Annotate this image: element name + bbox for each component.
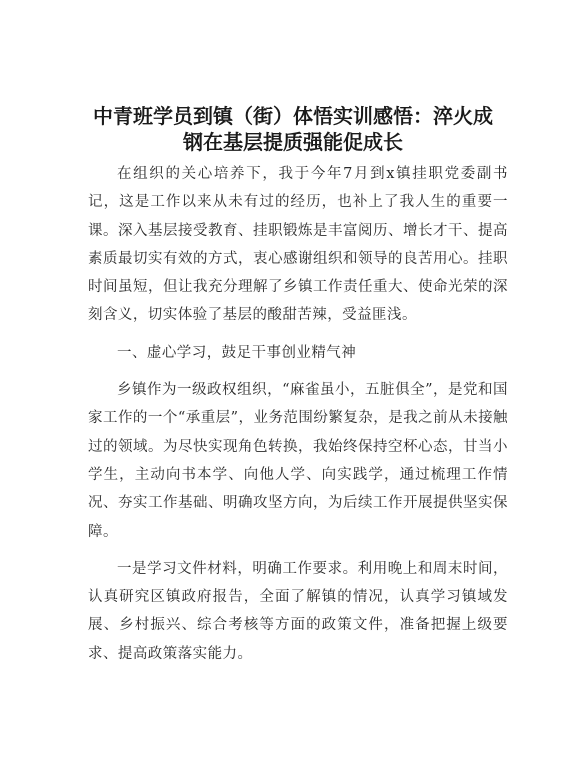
paragraph-section-1: 乡镇作为一级政权组织，“麻雀虽小，五脏俱全”，是党和国家工作的一个“承重层”，业务范围纷繁复杂，是我之前从未接触过的领域。为尽快实现角色转换，我始终保持空杯心态，甘当小学生，主动向书本学、向他人学、向实践学，通过梳理工作情况、夯实工作基础、明确攻坚方向，为后续工作开展提供坚实保障。 bbox=[88, 382, 508, 540]
paragraph-point-1: 一是学习文件材料，明确工作要求。利用晚上和周末时间，认真研究区镇政府报告，全面了解镇的情况，认真学习镇域发展、乡村振兴、综合考核等方面的政策文件，准备把握上级要求、提高政策落实能力。 bbox=[88, 560, 508, 662]
document-body bbox=[88, 160, 508, 668]
document-title-line-1: 中青班学员到镇（街）体悟实训感悟：淬火成 bbox=[93, 104, 493, 128]
document-title-line-2: 钢在基层提质强能促成长 bbox=[183, 130, 403, 154]
paragraph-intro: 在组织的关心培养下，我于今年7月到x镇挂职党委副书记，这是工作以来从未有过的经历，也补上了我人生的重要一课。深入基层接受教育、挂职锻炼是丰富阅历、增长才干、提高素质最切实有效的方式，衷心感谢组织和领导的良苦用心。挂职时间虽短，但让我充分理解了乡镇工作责任重大、使命光荣的深刻含义，切实体验了基层的酸甜苦辣，受益匪浅。 bbox=[88, 166, 508, 324]
section-heading-1: 一、虚心学习，鼓足干事创业精气神 bbox=[117, 344, 357, 361]
